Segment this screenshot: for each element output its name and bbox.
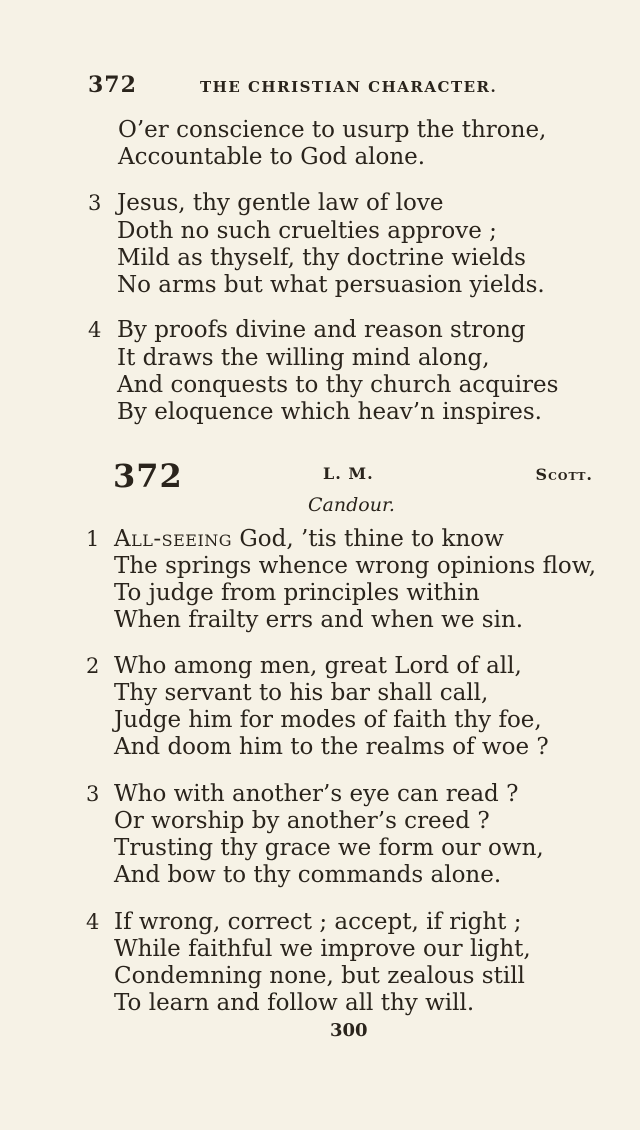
stanza-line: Trusting thy grace we form our own, <box>114 835 544 861</box>
stanza-line: Condemning none, but zealous still <box>114 963 525 989</box>
stanza-line: Doth no such cruelties approve ; <box>117 218 497 244</box>
stanza-number: 3 <box>86 782 100 806</box>
stanza-line: Who with another’s eye can read ? <box>114 781 519 807</box>
stanza-line: Or worship by another’s creed ? <box>114 808 490 834</box>
hymn-heading <box>113 457 593 497</box>
page-header <box>88 72 508 102</box>
first-line-rest: God, ’tis thine to know <box>232 526 504 552</box>
running-head: THE CHRISTIAN CHARACTER. <box>200 78 498 96</box>
stanza-line: It draws the willing mind along, <box>117 345 490 371</box>
signature-number: 300 <box>330 1020 368 1041</box>
stanza-number: 3 <box>88 191 102 215</box>
stanza-line: While faithful we improve our light, <box>114 936 531 962</box>
first-words-small-caps: All-seeing <box>114 526 233 552</box>
stanza-line: And doom him to the realms of woe ? <box>114 734 549 760</box>
stanza-line: And conquests to thy church acquires <box>117 372 559 398</box>
hymn-number: 372 <box>113 457 183 495</box>
hymn-author: Scott. <box>535 465 593 484</box>
continuation-line: O’er conscience to usurp the throne, <box>118 117 547 143</box>
stanza-number: 1 <box>86 527 100 551</box>
stanza-line: Who among men, great Lord of all, <box>114 653 522 679</box>
stanza-line: Thy servant to his bar shall call, <box>114 680 489 706</box>
stanza-line: By proofs divine and reason strong <box>117 317 526 343</box>
stanza-number: 4 <box>88 318 102 342</box>
hymn-subject: Candour. <box>308 494 395 516</box>
stanza-line: By eloquence which heav’n inspires. <box>117 399 542 425</box>
stanza-line <box>114 526 504 553</box>
stanza-line: To learn and follow all thy will. <box>114 990 475 1016</box>
stanza-line: Judge him for modes of faith thy foe, <box>114 707 542 733</box>
continuation-line: Accountable to God alone. <box>118 144 426 170</box>
stanza-line: To judge from principles within <box>114 580 480 606</box>
stanza-line: The springs whence wrong opinions flow, <box>114 553 597 579</box>
stanza-line: Jesus, thy gentle law of love <box>117 190 444 216</box>
stanza-number: 4 <box>86 910 100 934</box>
stanza-number: 2 <box>86 654 100 678</box>
stanza-line: When frailty errs and when we sin. <box>114 607 524 633</box>
stanza-line: If wrong, correct ; accept, if right ; <box>114 909 522 935</box>
stanza-line: No arms but what persuasion yields. <box>117 272 545 298</box>
hymn-meter: L. M. <box>323 464 374 483</box>
page-number: 372 <box>88 72 137 98</box>
stanza-line: And bow to thy commands alone. <box>114 862 502 888</box>
stanza-line: Mild as thyself, thy doctrine wields <box>117 245 526 271</box>
